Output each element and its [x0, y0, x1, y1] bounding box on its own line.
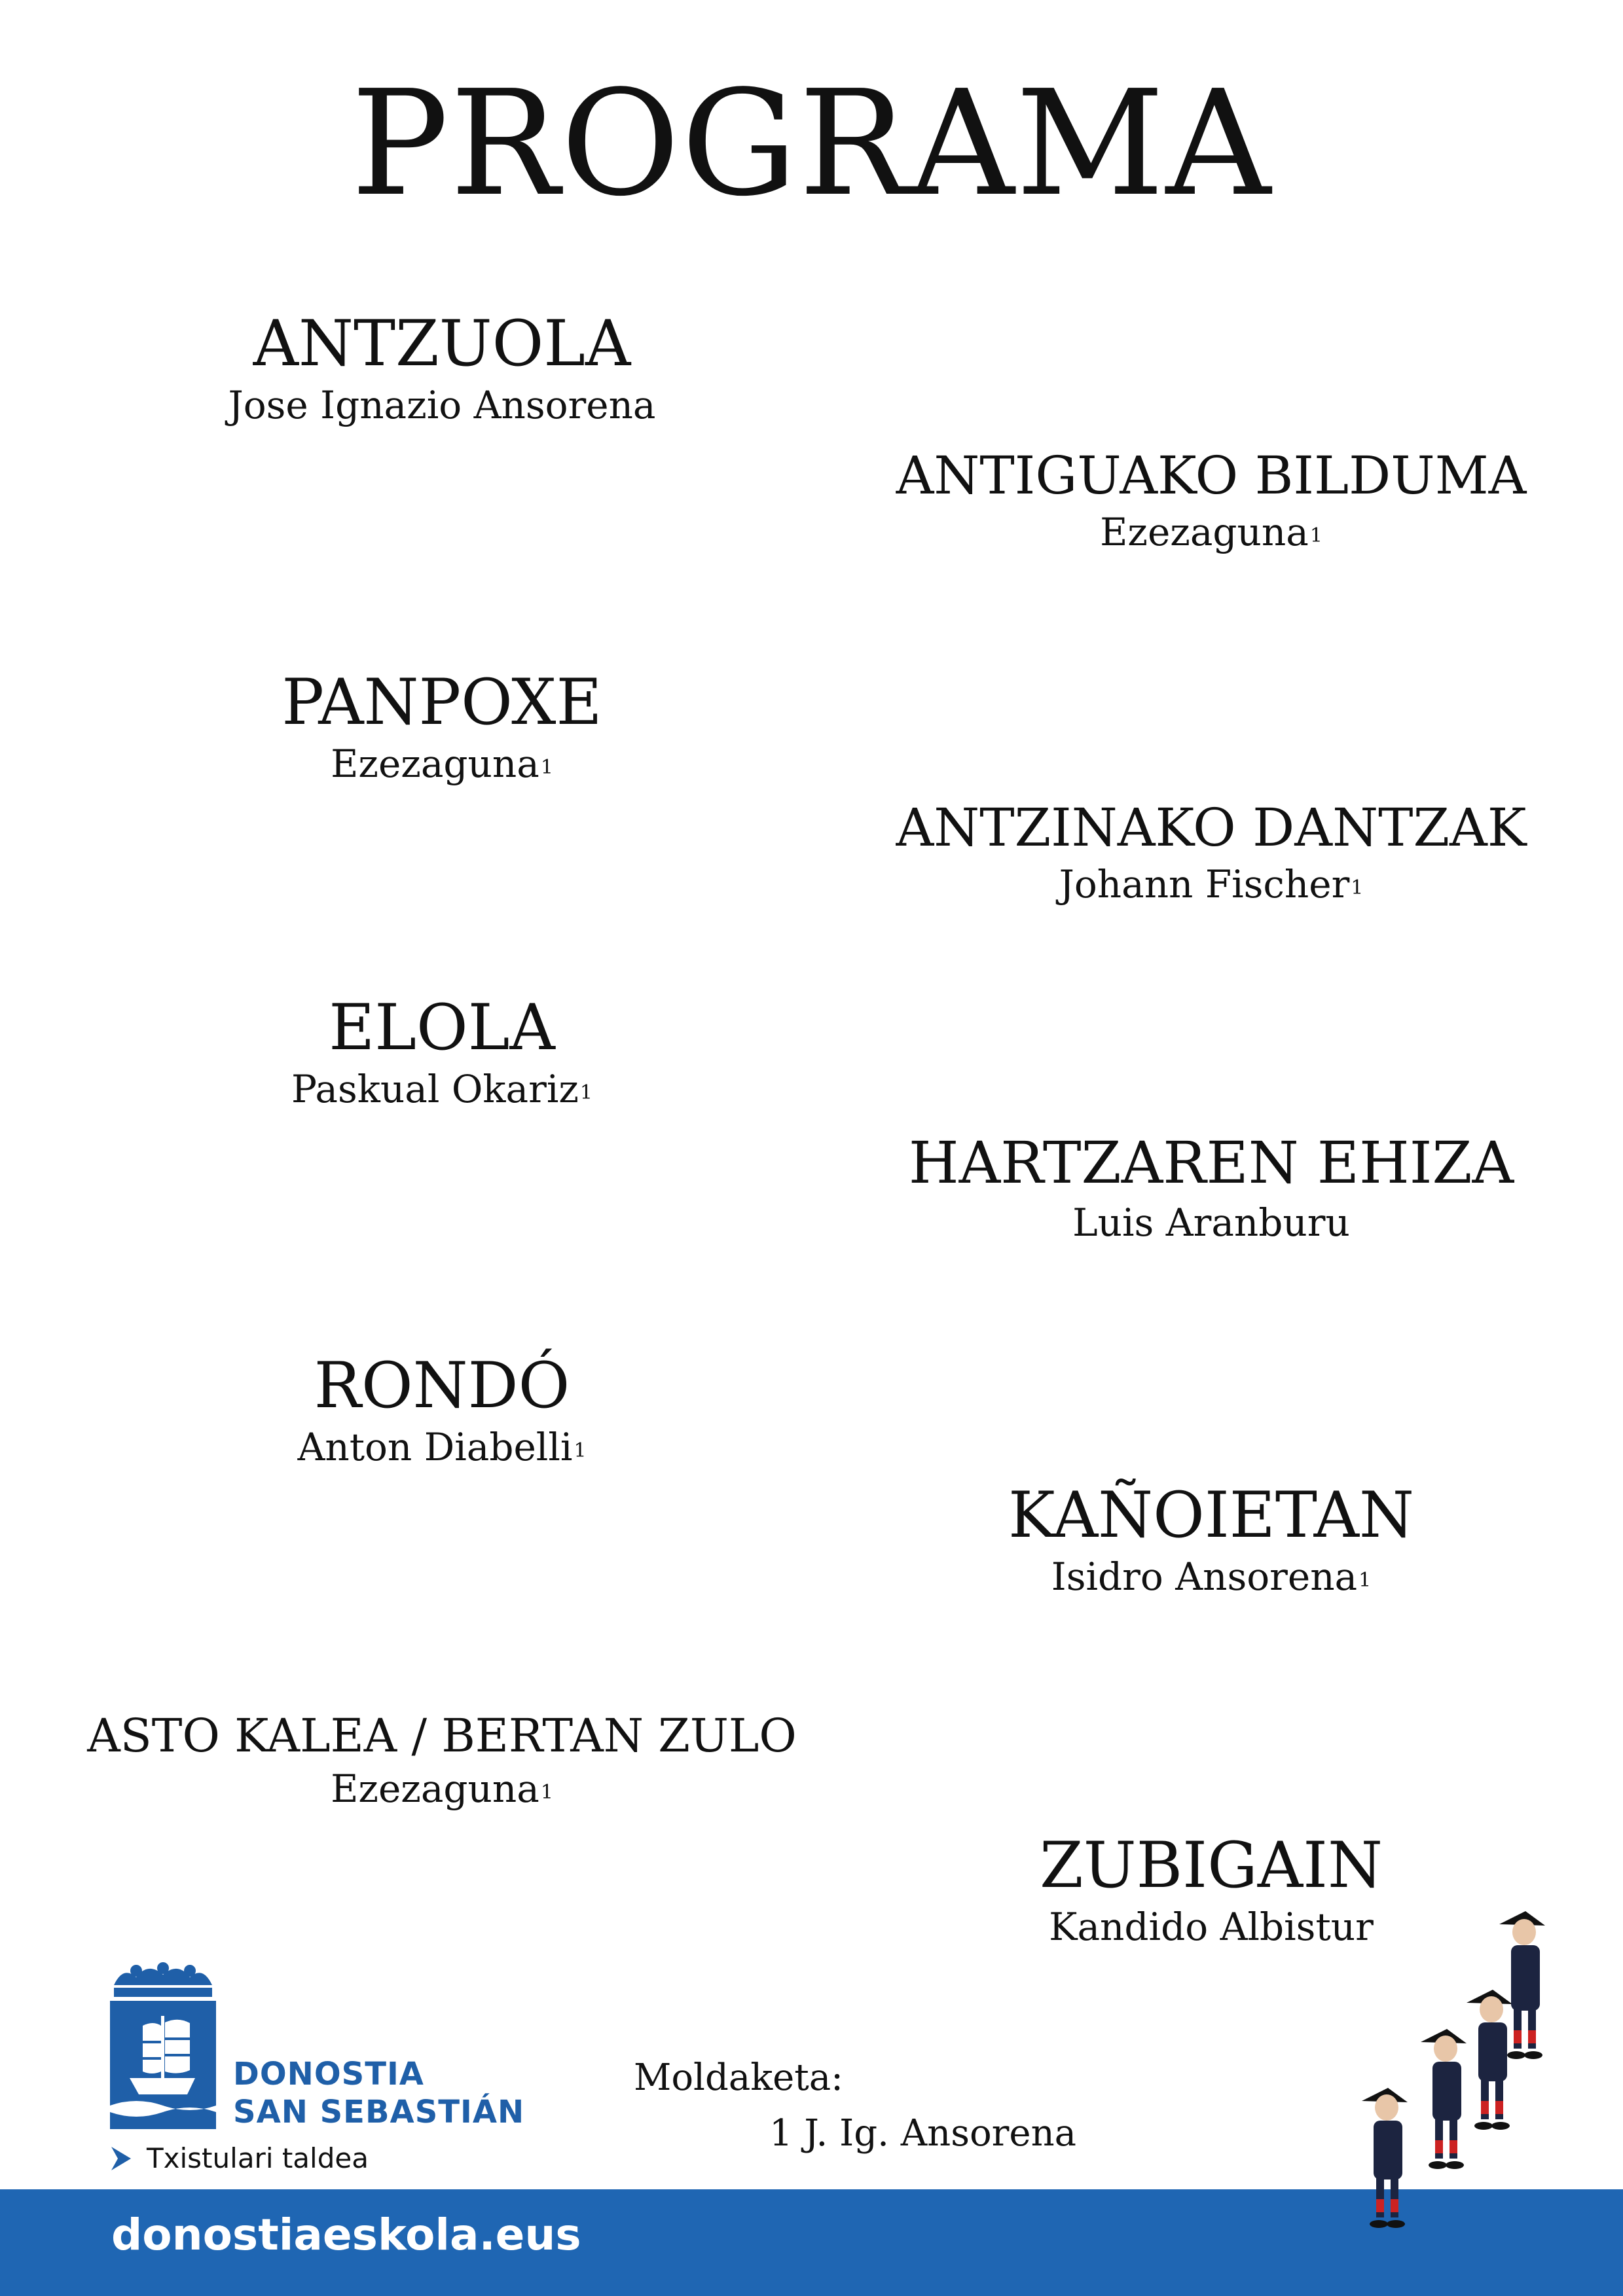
footnote-marker: 1 [1359, 1569, 1372, 1592]
footer-url: donostiaeskola.eus [111, 2210, 581, 2260]
footnote-marker: 1 [574, 1439, 587, 1462]
chevron-right-icon [110, 2147, 131, 2170]
piece-composer: Paskual Okariz$^1$ [291, 1067, 593, 1111]
piece-title: PANPOXE [282, 666, 602, 739]
program-item-elola [59, 992, 825, 1115]
logo-line-1: DONOSTIA [233, 2056, 424, 2092]
arrangement-credit: 1 J. Ig. Ansorena [769, 2112, 1077, 2155]
program-item-rondo [59, 1350, 825, 1473]
txistulari-figures-icon [1336, 1911, 1571, 2251]
piece-title: RONDÓ [314, 1349, 570, 1422]
program-item-kanoietan [845, 1479, 1578, 1602]
program-item-panpoxe [59, 666, 825, 789]
piece-title: ZUBIGAIN [1039, 1829, 1383, 1902]
program-item-antzinako-dantzak [845, 797, 1578, 910]
group-name: Txistulari taldea [147, 2142, 369, 2174]
logo-line-2: SAN SEBASTIÁN [233, 2094, 525, 2130]
piece-title: KAÑOIETAN [1008, 1479, 1414, 1552]
figure [1362, 2088, 1408, 2228]
piece-composer: Ezezaguna$^1$ [331, 742, 553, 786]
footnote-marker: 1 [579, 1081, 593, 1104]
piece-title: ANTZINAKO DANTZAK [896, 797, 1527, 858]
piece-title: ANTZUOLA [253, 307, 631, 380]
logo-wordmark [233, 2055, 524, 2131]
group-label [110, 2142, 369, 2174]
page-title: PROGRAMA [351, 60, 1272, 228]
piece-composer: Luis Aranburu [1072, 1200, 1350, 1245]
piece-title: ELOLA [329, 991, 555, 1064]
program-item-antiguako-bilduma [845, 445, 1578, 558]
arrangement-label: Moldaketa: [634, 2056, 844, 2099]
piece-composer: Anton Diabelli$^1$ [297, 1425, 587, 1469]
program-item-hartzaren-ehiza [845, 1129, 1578, 1248]
piece-composer: Jose Ignazio Ansorena [228, 383, 656, 427]
piece-composer: Ezezaguna$^1$ [331, 1767, 553, 1811]
donostia-crest-icon [110, 1960, 216, 2130]
piece-composer: Ezezaguna$^1$ [1100, 510, 1322, 554]
piece-title: ANTIGUAKO BILDUMA [896, 445, 1527, 506]
piece-composer: Isidro Ansorena$^1$ [1051, 1554, 1372, 1599]
footnote-marker: 1 [540, 1781, 553, 1804]
piece-title: HARTZAREN EHIZA [908, 1129, 1514, 1196]
program-item-asto-kalea [59, 1708, 825, 1814]
piece-composer: Johann Fischer$^1$ [1059, 862, 1364, 906]
footnote-marker: 1 [540, 756, 553, 779]
figure [1467, 1990, 1512, 2130]
footnote-marker: 1 [1309, 524, 1322, 547]
footnote-marker: 1 [1351, 876, 1364, 899]
piece-title: ASTO KALEA / BERTAN ZULO [87, 1709, 797, 1763]
piece-composer: Kandido Albistur [1049, 1905, 1374, 1949]
program-item-antzuola [59, 308, 825, 431]
figure [1421, 2029, 1467, 2169]
